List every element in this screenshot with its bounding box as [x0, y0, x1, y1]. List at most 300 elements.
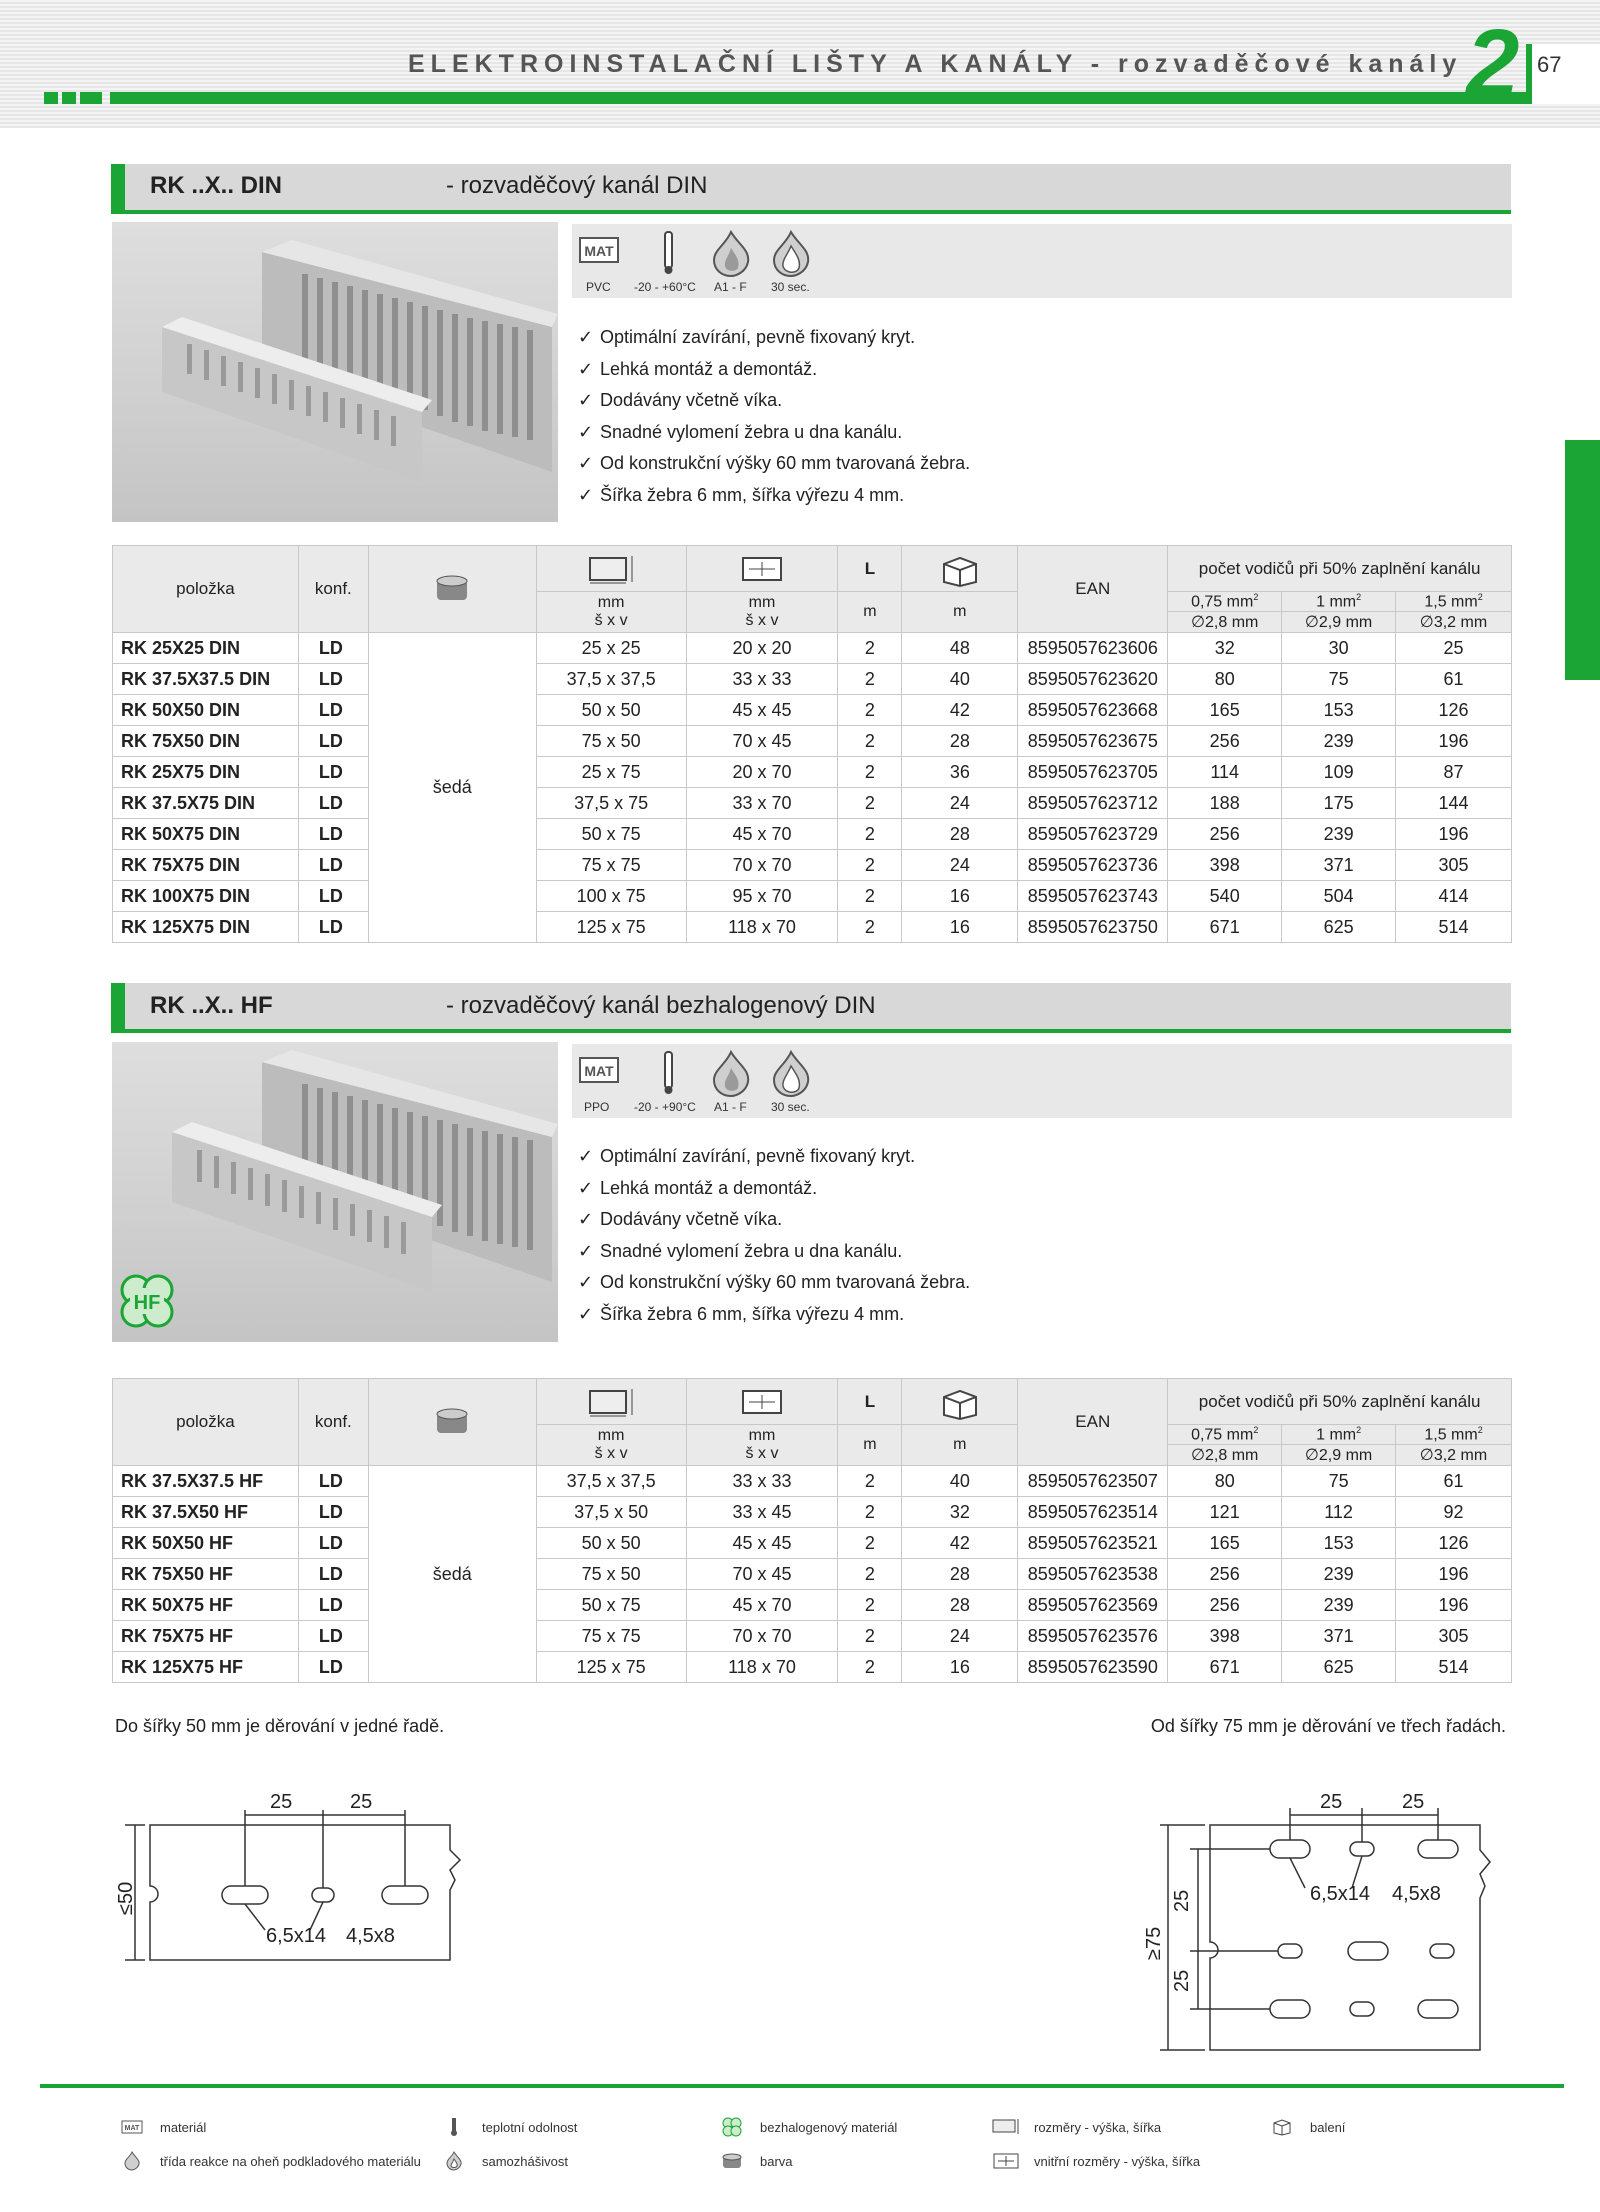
material-label: PVC — [586, 280, 611, 294]
outer-dimensions-icon — [586, 1387, 636, 1417]
svg-text:MAT: MAT — [124, 2125, 140, 2132]
cell-ean: 8595057623675 — [1018, 726, 1168, 757]
table-row — [113, 1466, 1512, 1497]
col-unit: mm š x v — [536, 592, 686, 633]
cell-conf: LD — [298, 1652, 368, 1683]
check-icon: ✓ — [578, 327, 594, 347]
cell-package: 48 — [902, 633, 1018, 664]
cell-package: 40 — [902, 1466, 1018, 1497]
col-inner-dims-icon — [686, 546, 838, 592]
table-row — [113, 881, 1512, 912]
table-row — [113, 788, 1512, 819]
cell-item: RK 75X75 DIN — [113, 850, 299, 881]
cell-count-15: 61 — [1396, 664, 1512, 695]
cell-ean: 8595057623729 — [1018, 819, 1168, 850]
inner-dimensions-icon — [992, 2152, 1020, 2170]
col-cs-075: 0,75 $mm^2$ — [1168, 1425, 1282, 1445]
dim-label: 4,5x8 — [346, 1925, 395, 1947]
legend-item: rozměry - výška, šířka — [992, 2118, 1161, 2136]
cell-count-15: 196 — [1396, 819, 1512, 850]
flame-icon — [708, 1050, 754, 1096]
cell-length: 2 — [838, 1497, 902, 1528]
hf-clover-icon — [718, 2118, 746, 2136]
cell-ean: 8595057623620 — [1018, 664, 1168, 695]
cell-count-1: 504 — [1282, 881, 1396, 912]
feature-item: ✓ Snadné vylomení žebra u dna kanálu. — [578, 417, 970, 449]
cell-count-15: 87 — [1396, 757, 1512, 788]
cell-count-075: 256 — [1168, 819, 1282, 850]
cell-count-075: 165 — [1168, 1528, 1282, 1559]
cell-ean: 8595057623606 — [1018, 633, 1168, 664]
cell-count-1: 112 — [1282, 1497, 1396, 1528]
cell-length: 2 — [838, 726, 902, 757]
cell-outer-dims: 50 x 50 — [536, 1528, 686, 1559]
cell-item: RK 50X50 DIN — [113, 695, 299, 726]
col-unit: m — [902, 1425, 1018, 1466]
material-label: PPO — [584, 1100, 610, 1114]
inner-dimensions-icon — [737, 1387, 787, 1417]
cell-inner-dims: 20 x 70 — [686, 757, 838, 788]
col-fill-title: počet vodičů při 50% zaplnění kanálu — [1168, 546, 1512, 592]
feature-item: ✓ Šířka žebra 6 mm, šířka výřezu 4 mm. — [578, 1299, 970, 1331]
col-cs-075: 0,75 $mm^2$ — [1168, 592, 1282, 612]
feature-item: ✓ Optimální zavírání, pevně fixovaný kryt. — [578, 322, 970, 354]
cell-conf: LD — [298, 757, 368, 788]
self-extinguish-icon — [768, 230, 814, 276]
legend-item: MAT materiál — [118, 2118, 206, 2136]
cell-length: 2 — [838, 1528, 902, 1559]
package-icon — [938, 1385, 982, 1419]
header-bar — [110, 92, 1600, 104]
cell-conf: LD — [298, 819, 368, 850]
cell-conf: LD — [298, 633, 368, 664]
cell-length: 2 — [838, 757, 902, 788]
cell-conf: LD — [298, 850, 368, 881]
cell-conf: LD — [298, 1466, 368, 1497]
cell-length: 2 — [838, 1559, 902, 1590]
cell-length: 2 — [838, 1466, 902, 1497]
cell-item: RK 37.5X37.5 DIN — [113, 664, 299, 695]
cell-length: 2 — [838, 819, 902, 850]
cell-count-075: 256 — [1168, 1559, 1282, 1590]
cell-ean: 8595057623538 — [1018, 1559, 1168, 1590]
cell-length: 2 — [838, 633, 902, 664]
check-icon: ✓ — [578, 390, 594, 410]
col-length: L — [838, 1379, 902, 1425]
cell-count-075: 165 — [1168, 695, 1282, 726]
cell-count-1: 371 — [1282, 850, 1396, 881]
cell-count-15: 126 — [1396, 695, 1512, 726]
check-icon: ✓ — [578, 1146, 594, 1166]
cell-count-075: 256 — [1168, 1590, 1282, 1621]
cell-item: RK 75X50 HF — [113, 1559, 299, 1590]
cell-inner-dims: 70 x 45 — [686, 1559, 838, 1590]
col-fill-title: počet vodičů při 50% zaplnění kanálu — [1168, 1379, 1512, 1425]
col-conf: konf. — [298, 1379, 368, 1466]
outer-dimensions-icon — [586, 554, 636, 584]
col-unit: m — [838, 1425, 902, 1466]
table-row — [113, 726, 1512, 757]
cell-count-075: 398 — [1168, 1621, 1282, 1652]
cell-inner-dims: 45 x 45 — [686, 1528, 838, 1559]
feature-item: ✓ Snadné vylomení žebra u dna kanálu. — [578, 1236, 970, 1268]
table-row — [113, 664, 1512, 695]
self-extinguish-icon — [768, 1050, 814, 1096]
color-icon — [435, 1407, 469, 1437]
temperature-label: -20 - +90°C — [634, 1100, 696, 1114]
feature-item: ✓ Dodávány včetně víka. — [578, 385, 970, 417]
cell-conf: LD — [298, 788, 368, 819]
col-cs-1: 1 $mm^2$ — [1282, 1425, 1396, 1445]
cell-count-1: 239 — [1282, 819, 1396, 850]
cell-package: 36 — [902, 757, 1018, 788]
thermometer-icon — [440, 2118, 468, 2136]
cell-ean: 8595057623736 — [1018, 850, 1168, 881]
cell-length: 2 — [838, 1621, 902, 1652]
cell-ean: 8595057623750 — [1018, 912, 1168, 943]
col-unit: mm š x v — [686, 1425, 838, 1466]
mat-icon — [578, 230, 622, 270]
cell-length: 2 — [838, 850, 902, 881]
package-icon — [938, 552, 982, 586]
temperature-label: -20 - +60°C — [634, 280, 696, 294]
cell-inner-dims: 45 x 70 — [686, 819, 838, 850]
cell-outer-dims: 37,5 x 37,5 — [536, 664, 686, 695]
cell-length: 2 — [838, 788, 902, 819]
check-icon: ✓ — [578, 1303, 594, 1324]
table-row — [113, 1590, 1512, 1621]
color-icon — [435, 574, 469, 604]
legend-item: třída reakce na oheň podkladového materiálu — [118, 2152, 421, 2170]
cell-package: 24 — [902, 1621, 1018, 1652]
dim-label: 25 — [1171, 1889, 1193, 1912]
cell-count-075: 188 — [1168, 788, 1282, 819]
product-table — [112, 1378, 1512, 1683]
cell-count-15: 514 — [1396, 1652, 1512, 1683]
check-icon: ✓ — [578, 421, 594, 442]
cell-conf: LD — [298, 726, 368, 757]
cell-outer-dims: 100 x 75 — [536, 881, 686, 912]
cell-conf: LD — [298, 664, 368, 695]
table-row — [113, 1621, 1512, 1652]
cell-conf: LD — [298, 1528, 368, 1559]
cell-count-075: 671 — [1168, 912, 1282, 943]
col-package-icon — [902, 546, 1018, 592]
flame-icon — [708, 230, 754, 276]
cell-item: RK 50X75 DIN — [113, 819, 299, 850]
check-icon: ✓ — [578, 484, 594, 505]
cell-ean: 8595057623590 — [1018, 1652, 1168, 1683]
self-extinguish-label: 30 sec. — [771, 280, 810, 294]
col-unit: m — [902, 592, 1018, 633]
cell-count-1: 625 — [1282, 912, 1396, 943]
cell-package: 16 — [902, 1652, 1018, 1683]
mat-icon — [578, 1050, 622, 1090]
cell-conf: LD — [298, 1559, 368, 1590]
cell-count-1: 371 — [1282, 1621, 1396, 1652]
cell-count-15: 514 — [1396, 912, 1512, 943]
cell-package: 16 — [902, 881, 1018, 912]
cell-count-1: 239 — [1282, 1559, 1396, 1590]
cell-ean: 8595057623514 — [1018, 1497, 1168, 1528]
col-unit: mm š x v — [686, 592, 838, 633]
cell-ean: 8595057623712 — [1018, 788, 1168, 819]
cell-conf: LD — [298, 1590, 368, 1621]
cell-item: RK 25X25 DIN — [113, 633, 299, 664]
cell-count-1: 153 — [1282, 1528, 1396, 1559]
cell-count-1: 239 — [1282, 726, 1396, 757]
cell-count-075: 256 — [1168, 726, 1282, 757]
cell-package: 42 — [902, 1528, 1018, 1559]
cell-inner-dims: 70 x 70 — [686, 850, 838, 881]
cell-outer-dims: 50 x 75 — [536, 819, 686, 850]
perforation-drawing-single-row — [115, 1770, 520, 1970]
cell-ean: 8595057623576 — [1018, 1621, 1168, 1652]
cell-outer-dims: 25 x 25 — [536, 633, 686, 664]
feature-item: ✓ Lehká montáž a demontáž. — [578, 354, 970, 386]
table-row — [113, 912, 1512, 943]
legend-item: bezhalogenový materiál — [718, 2118, 897, 2136]
cell-item: RK 125X75 DIN — [113, 912, 299, 943]
cell-count-15: 61 — [1396, 1466, 1512, 1497]
note-left: Do šířky 50 mm je děrování v jedné řadě. — [115, 1716, 445, 1736]
check-icon: ✓ — [578, 358, 594, 379]
cell-item: RK 50X75 HF — [113, 1590, 299, 1621]
cell-item: RK 125X75 HF — [113, 1652, 299, 1683]
cell-inner-dims: 33 x 70 — [686, 788, 838, 819]
col-dia-29: ∅2,9 mm — [1282, 612, 1396, 633]
mat-icon — [118, 2118, 146, 2136]
legend-item: teplotní odolnost — [440, 2118, 577, 2136]
col-outer-dims-icon — [536, 1379, 686, 1425]
cell-ean: 8595057623743 — [1018, 881, 1168, 912]
legend-item: balení — [1268, 2118, 1345, 2136]
cell-item: RK 37.5X50 HF — [113, 1497, 299, 1528]
svg-text:MAT: MAT — [584, 243, 614, 259]
cell-inner-dims: 33 x 45 — [686, 1497, 838, 1528]
cell-count-1: 153 — [1282, 695, 1396, 726]
section-description: - rozvaděčový kanál bezhalogenový DIN — [446, 992, 876, 1019]
product-photo — [112, 1042, 558, 1342]
fire-class-label: A1 - F — [714, 1100, 747, 1114]
cell-ean: 8595057623569 — [1018, 1590, 1168, 1621]
cell-count-075: 398 — [1168, 850, 1282, 881]
cell-item: RK 50X50 HF — [113, 1528, 299, 1559]
col-ean: EAN — [1018, 546, 1168, 633]
cell-outer-dims: 25 x 75 — [536, 757, 686, 788]
col-package-icon — [902, 1379, 1018, 1425]
dim-label: 6,5x14 — [1310, 1883, 1371, 1905]
cell-count-15: 25 — [1396, 633, 1512, 664]
cell-package: 42 — [902, 695, 1018, 726]
cell-outer-dims: 37,5 x 50 — [536, 1497, 686, 1528]
cell-length: 2 — [838, 695, 902, 726]
hf-badge: HF — [133, 1292, 161, 1314]
cell-count-15: 305 — [1396, 850, 1512, 881]
cell-count-075: 671 — [1168, 1652, 1282, 1683]
page-title: ELEKTROINSTALAČNÍ LIŠTY A KANÁLY - rozvaděčové kanály — [408, 50, 1463, 78]
cell-item: RK 75X50 DIN — [113, 726, 299, 757]
table-row — [113, 1559, 1512, 1590]
cell-outer-dims: 75 x 50 — [536, 1559, 686, 1590]
cell-ean: 8595057623507 — [1018, 1466, 1168, 1497]
dim-label: 25 — [270, 1791, 293, 1813]
chapter-side-tab — [1565, 440, 1600, 680]
table-row — [113, 1528, 1512, 1559]
legend-item: barva — [718, 2152, 793, 2170]
cell-count-15: 144 — [1396, 788, 1512, 819]
cell-outer-dims: 75 x 50 — [536, 726, 686, 757]
col-conf: konf. — [298, 546, 368, 633]
cell-outer-dims: 50 x 50 — [536, 695, 686, 726]
feature-item: ✓ Lehká montáž a demontáž. — [578, 1173, 970, 1205]
cell-inner-dims: 45 x 45 — [686, 695, 838, 726]
color-icon — [718, 2152, 746, 2170]
cell-inner-dims: 118 x 70 — [686, 1652, 838, 1683]
cell-count-1: 75 — [1282, 664, 1396, 695]
dim-label: 25 — [350, 1791, 373, 1813]
check-icon: ✓ — [578, 1177, 594, 1198]
product-table — [112, 545, 1512, 943]
col-outer-dims-icon — [536, 546, 686, 592]
cell-ean: 8595057623668 — [1018, 695, 1168, 726]
cell-outer-dims: 75 x 75 — [536, 850, 686, 881]
dim-label: 25 — [1320, 1791, 1343, 1813]
cell-package: 28 — [902, 1559, 1018, 1590]
cell-outer-dims: 37,5 x 75 — [536, 788, 686, 819]
cell-count-075: 80 — [1168, 1466, 1282, 1497]
property-icons — [572, 1044, 1512, 1118]
cell-length: 2 — [838, 664, 902, 695]
cell-package: 40 — [902, 664, 1018, 695]
col-ean: EAN — [1018, 1379, 1168, 1466]
cell-count-1: 75 — [1282, 1466, 1396, 1497]
cell-outer-dims: 125 x 75 — [536, 1652, 686, 1683]
cell-outer-dims: 37,5 x 37,5 — [536, 1466, 686, 1497]
col-item: položka — [113, 1379, 299, 1466]
cell-inner-dims: 95 x 70 — [686, 881, 838, 912]
cell-ean: 8595057623521 — [1018, 1528, 1168, 1559]
cell-count-15: 196 — [1396, 1559, 1512, 1590]
hf-clover-icon — [112, 1270, 182, 1336]
self-extinguish-icon — [440, 2152, 468, 2170]
section-code: RK ..X.. HF — [150, 992, 273, 1019]
cell-conf: LD — [298, 881, 368, 912]
table-row — [113, 695, 1512, 726]
cell-item: RK 37.5X37.5 HF — [113, 1466, 299, 1497]
cell-count-075: 121 — [1168, 1497, 1282, 1528]
dim-label: ≥75 — [1143, 1926, 1165, 1960]
check-icon: ✓ — [578, 1272, 594, 1292]
perforation-drawing-three-rows — [1130, 1770, 1510, 2070]
feature-item: ✓ Dodávány včetně víka. — [578, 1204, 970, 1236]
cell-inner-dims: 70 x 45 — [686, 726, 838, 757]
cell-length: 2 — [838, 1590, 902, 1621]
cell-package: 28 — [902, 1590, 1018, 1621]
cell-item: RK 75X75 HF — [113, 1621, 299, 1652]
cell-count-15: 196 — [1396, 726, 1512, 757]
cell-package: 28 — [902, 726, 1018, 757]
chapter-number: 2 — [1466, 10, 1520, 117]
cell-package: 24 — [902, 850, 1018, 881]
col-color — [368, 1379, 536, 1466]
cell-count-075: 80 — [1168, 664, 1282, 695]
check-icon: ✓ — [578, 1209, 594, 1229]
legend-divider — [40, 2084, 1564, 2088]
check-icon: ✓ — [578, 453, 594, 473]
col-cs-1: 1 $mm^2$ — [1282, 592, 1396, 612]
cell-outer-dims: 50 x 75 — [536, 1590, 686, 1621]
header-square — [80, 92, 102, 104]
legend-item: samozhášivost — [440, 2152, 568, 2170]
table-row — [113, 850, 1512, 881]
cell-outer-dims: 125 x 75 — [536, 912, 686, 943]
dim-label: ≤50 — [115, 1881, 137, 1915]
dim-label: 25 — [1171, 1969, 1193, 1992]
table-row — [113, 633, 1512, 664]
cell-count-1: 175 — [1282, 788, 1396, 819]
table-row — [113, 1497, 1512, 1528]
cell-length: 2 — [838, 912, 902, 943]
check-icon: ✓ — [578, 1240, 594, 1261]
cell-item: RK 25X75 DIN — [113, 757, 299, 788]
table-row — [113, 1652, 1512, 1683]
col-length: L — [838, 546, 902, 592]
cell-inner-dims: 33 x 33 — [686, 664, 838, 695]
cell-count-1: 109 — [1282, 757, 1396, 788]
dim-label: 4,5x8 — [1392, 1883, 1441, 1905]
cell-count-15: 126 — [1396, 1528, 1512, 1559]
cell-conf: LD — [298, 1621, 368, 1652]
dim-label: 6,5x14 — [266, 1925, 327, 1947]
flame-icon — [118, 2152, 146, 2170]
cell-color: šedá — [368, 1466, 536, 1683]
col-dia-32: ∅3,2 mm — [1396, 1445, 1512, 1466]
cell-inner-dims: 20 x 20 — [686, 633, 838, 664]
col-dia-28: ∅2,8 mm — [1168, 1445, 1282, 1466]
section-code: RK ..X.. DIN — [150, 172, 283, 199]
note-right: Od šířky 75 mm je děrování ve třech řadách. — [1150, 1716, 1506, 1736]
thermometer-icon — [658, 230, 678, 276]
feature-item: ✓ Od konstrukční výšky 60 mm tvarovaná žebra. — [578, 448, 970, 480]
col-unit: mm š x v — [536, 1425, 686, 1466]
feature-list — [578, 1141, 970, 1330]
cell-inner-dims: 45 x 70 — [686, 1590, 838, 1621]
cell-count-1: 625 — [1282, 1652, 1396, 1683]
cell-conf: LD — [298, 1497, 368, 1528]
cell-ean: 8595057623705 — [1018, 757, 1168, 788]
inner-dimensions-icon — [737, 554, 787, 584]
cell-count-15: 196 — [1396, 1590, 1512, 1621]
cell-count-15: 305 — [1396, 1621, 1512, 1652]
cell-length: 2 — [838, 1652, 902, 1683]
cell-package: 16 — [902, 912, 1018, 943]
cell-conf: LD — [298, 912, 368, 943]
cell-count-075: 540 — [1168, 881, 1282, 912]
cell-inner-dims: 70 x 70 — [686, 1621, 838, 1652]
fire-class-label: A1 - F — [714, 280, 747, 294]
cell-item: RK 100X75 DIN — [113, 881, 299, 912]
col-dia-29: ∅2,9 mm — [1282, 1445, 1396, 1466]
section-description: - rozvaděčový kanál DIN — [446, 172, 708, 199]
col-cs-15: 1,5 $mm^2$ — [1396, 592, 1512, 612]
cell-count-1: 239 — [1282, 1590, 1396, 1621]
cell-count-075: 32 — [1168, 633, 1282, 664]
outer-dimensions-icon — [992, 2118, 1020, 2136]
legend-item: vnitřní rozměry - výška, šířka — [992, 2152, 1200, 2170]
cell-inner-dims: 118 x 70 — [686, 912, 838, 943]
cell-item: RK 37.5X75 DIN — [113, 788, 299, 819]
